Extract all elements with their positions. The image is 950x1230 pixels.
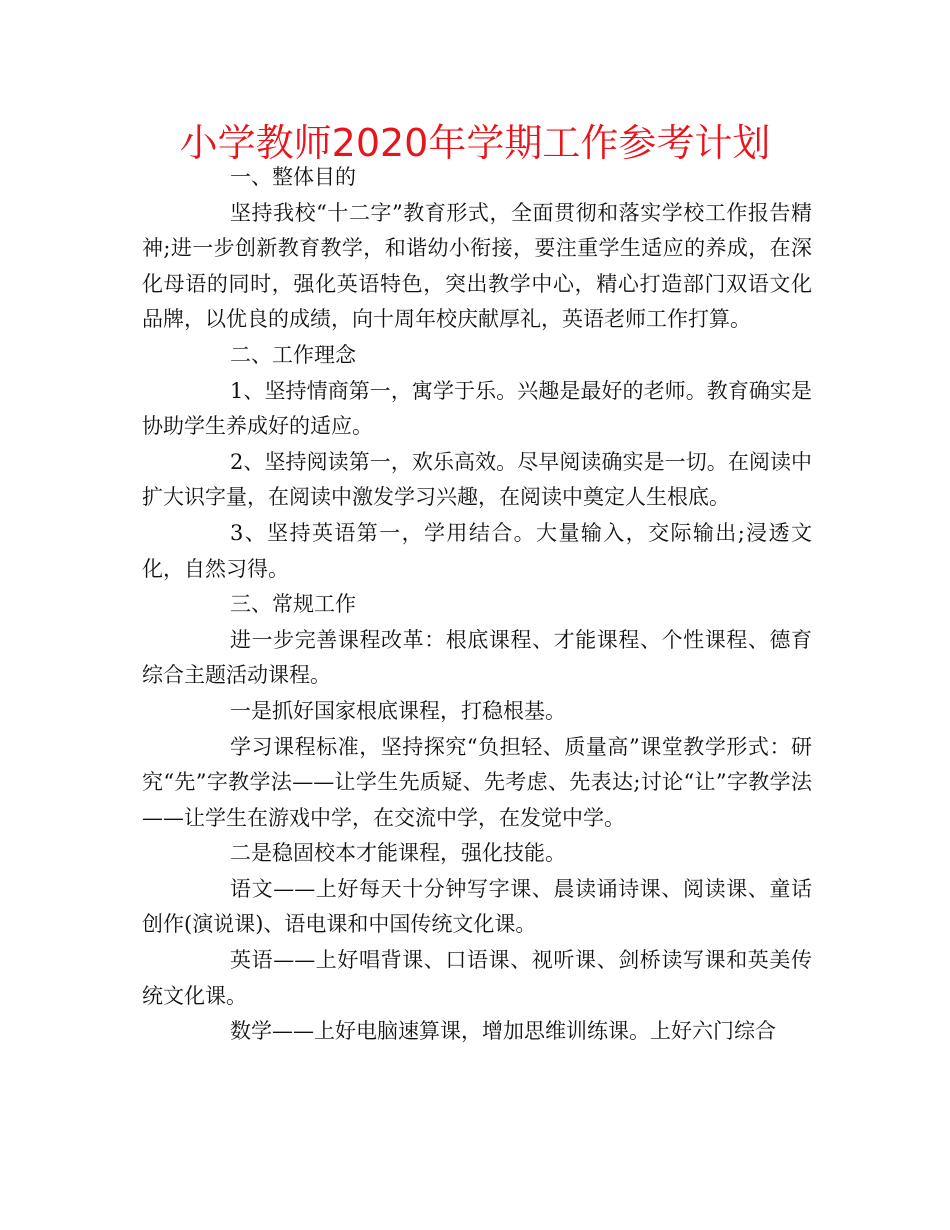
- paragraph: 语文——上好每天十分钟写字课、晨读诵诗课、阅读课、童话创作(演说课)、语电课和中国传统文化课。: [142, 876, 812, 937]
- document-body: [142, 160, 812, 1050]
- paragraph: 一是抓好国家根底课程，打稳根基。: [230, 698, 566, 723]
- document-title: 小学教师2020年学期工作参考计划: [179, 121, 771, 165]
- paragraph: 学习课程标准，坚持探究“负担轻、质量高”课堂教学形式：研究“先”字教学法——让学生先质疑、先考虑、先表达;讨论“让”字教学法——让学生在游戏中学，在交流中学，在发觉中学。: [142, 734, 812, 830]
- paragraph: 进一步完善课程改革：根底课程、才能课程、个性课程、德育综合主题活动课程。: [142, 627, 812, 688]
- paragraph: 英语——上好唱背课、口语课、视听课、剑桥读写课和英美传统文化课。: [142, 948, 812, 1008]
- paragraph: 数学——上好电脑速算课，增加思维训练课。上好六门综合: [230, 1019, 776, 1044]
- section-heading-3: 三、常规工作: [230, 592, 356, 617]
- paragraph: 3、坚持英语第一，学用结合。大量输入，交际输出;浸透文化，自然习得。: [142, 520, 812, 581]
- paragraph: 坚持我校“十二字”教育形式，全面贯彻和落实学校工作报告精神;进一步创新教育教学，和谐幼小衔接，要注重学生适应的养成，在深化母语的同时，强化英语特色，突出教学中心，精心打造部门双语文化品牌，以优良的成绩，向十周年校庆献厚礼，英语老师工作打算。: [142, 200, 812, 332]
- section-heading-2: 二、工作理念: [230, 342, 356, 367]
- paragraph: 2、坚持阅读第一，欢乐高效。尽早阅读确实是一切。在阅读中扩大识字量，在阅读中激发学习兴趣，在阅读中奠定人生根底。: [142, 449, 812, 510]
- section-heading-1: 一、整体目的: [230, 165, 356, 189]
- paragraph: 二是稳固校本才能课程，强化技能。: [230, 841, 566, 866]
- paragraph: 1、坚持情商第一，寓学于乐。兴趣是最好的老师。教育确实是协助学生养成好的适应。: [142, 378, 812, 439]
